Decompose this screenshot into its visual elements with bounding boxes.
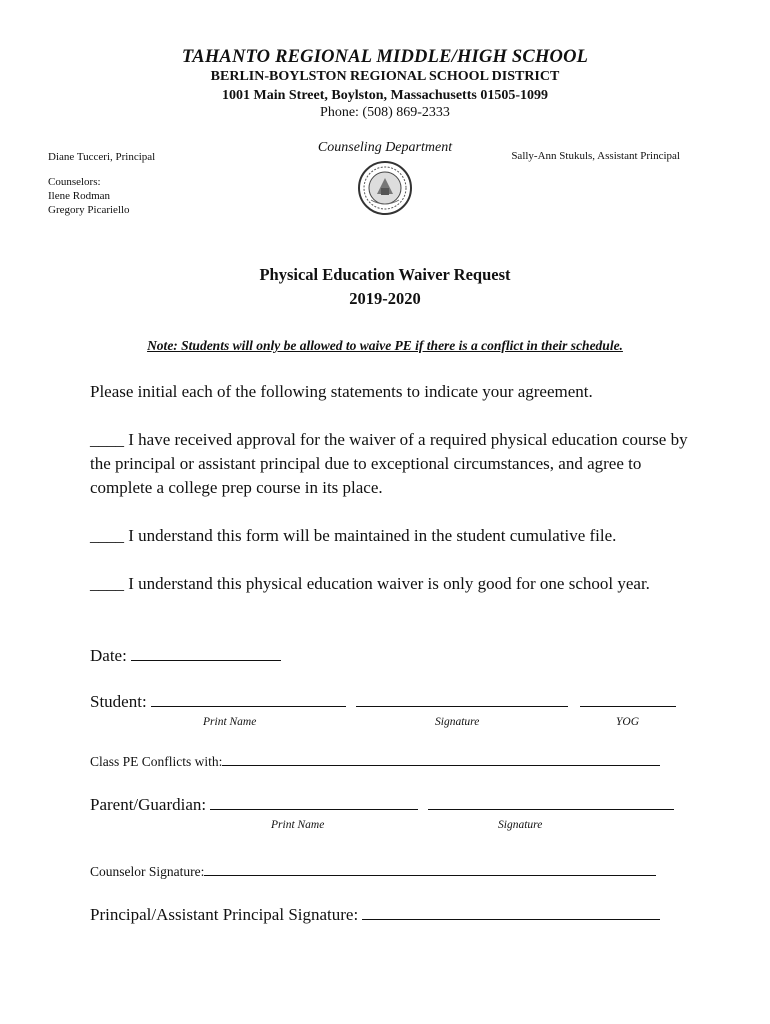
counselor-name: Gregory Picariello bbox=[48, 204, 130, 216]
counselor-signature-label: Counselor Signature: bbox=[90, 864, 205, 879]
form-title: Physical Education Waiver Request bbox=[259, 265, 511, 284]
school-seal-icon bbox=[357, 160, 413, 216]
assistant-principal-name: Sally-Ann Stukuls, Assistant Principal bbox=[511, 150, 680, 162]
statement-one-year: ____ I understand this physical education waiver is only good for one school year. bbox=[90, 574, 650, 593]
school-address: 1001 Main Street, Boylston, Massachusetts 01505-1099 bbox=[221, 88, 548, 103]
class-conflicts-row bbox=[90, 750, 700, 774]
counselor-signature-field[interactable] bbox=[204, 863, 656, 876]
parent-print-name-caption: Print Name bbox=[271, 819, 325, 831]
parent-row bbox=[90, 793, 700, 817]
parent-signature-field[interactable] bbox=[428, 795, 674, 810]
principal-signature-row bbox=[90, 903, 700, 927]
district-name: BERLIN-BOYLSTON REGIONAL SCHOOL DISTRICT bbox=[210, 69, 560, 84]
student-label: Student: bbox=[90, 692, 147, 711]
principal-name: Diane Tucceri, Principal bbox=[48, 151, 156, 163]
parent-print-name-field[interactable] bbox=[210, 795, 418, 810]
class-conflicts-label: Class PE Conflicts with: bbox=[90, 754, 223, 769]
school-phone: Phone: (508) 869-2333 bbox=[320, 105, 450, 120]
instruction-text: Please initial each of the following statements to indicate your agreement. bbox=[90, 382, 593, 401]
student-yog-caption: YOG bbox=[616, 716, 640, 728]
form-year: 2019-2020 bbox=[349, 289, 421, 308]
principal-signature-label: Principal/Assistant Principal Signature: bbox=[90, 905, 359, 924]
class-conflicts-field[interactable] bbox=[222, 753, 660, 766]
student-print-name-field[interactable] bbox=[151, 692, 346, 707]
principal-signature-field[interactable] bbox=[362, 905, 660, 920]
date-field[interactable] bbox=[131, 646, 281, 661]
parent-label: Parent/Guardian: bbox=[90, 795, 207, 814]
counselor-signature-row bbox=[90, 860, 700, 884]
counselors-label: Counselors: bbox=[48, 176, 101, 188]
date-label: Date: bbox=[90, 646, 127, 665]
department-name: Counseling Department bbox=[317, 140, 453, 155]
counselor-name: Ilene Rodman bbox=[48, 190, 111, 202]
school-name: TAHANTO REGIONAL MIDDLE/HIGH SCHOOL bbox=[181, 47, 589, 67]
date-row bbox=[90, 644, 700, 668]
statement-cumulative-file: ____ I understand this form will be maintained in the student cumulative file. bbox=[90, 526, 617, 545]
student-yog-field[interactable] bbox=[580, 692, 676, 707]
student-print-name-caption: Print Name bbox=[203, 716, 257, 728]
counselors-list bbox=[48, 175, 130, 217]
parent-signature-caption: Signature bbox=[498, 819, 543, 831]
student-signature-caption: Signature bbox=[435, 716, 480, 728]
student-row bbox=[90, 690, 700, 714]
student-signature-field[interactable] bbox=[356, 692, 568, 707]
statement-approval: ____ I have received approval for the waiver of a required physical education course by the principal or assistant principal due to exceptional circumstances, and agree to complete a college prep course in its place. bbox=[90, 430, 688, 497]
form-note: Note: Students will only be allowed to waive PE if there is a conflict in their schedule. bbox=[147, 338, 623, 353]
